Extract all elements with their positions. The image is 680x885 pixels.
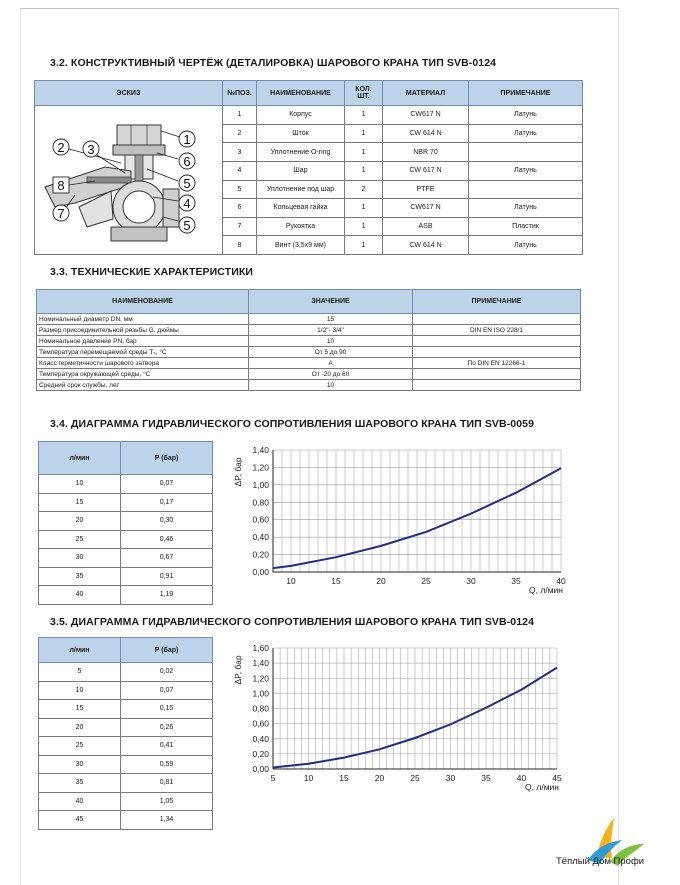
- flow1-row-2-p: 0,17: [121, 493, 213, 512]
- flow1-row-4-p: 0,46: [121, 530, 213, 549]
- x-tick-label: 20: [376, 576, 386, 586]
- y-tick-label: 0,80: [252, 703, 269, 714]
- callout-3: 3: [87, 142, 95, 157]
- flow2-row-5-q: 25: [39, 737, 121, 756]
- char-row-7-name: Средний срок службы, лет: [37, 380, 249, 391]
- spec-row-7-note: Пластик: [469, 217, 583, 236]
- char-row-3-note: [413, 336, 581, 347]
- x-tick-label: 45: [552, 773, 562, 783]
- flow2-row-1-q: 5: [39, 663, 121, 682]
- flow1-row-7-p: 1,19: [121, 586, 213, 605]
- x-tick-label: 25: [421, 576, 431, 586]
- spec-row-6-pos: 6: [223, 199, 257, 218]
- char-header-note: ПРИМЕЧАНИЕ: [413, 290, 581, 314]
- flow2-row-9-p: 1,34: [121, 811, 213, 830]
- flow2-header-q: л/мин: [39, 638, 121, 663]
- x-tick-label: 30: [466, 576, 476, 586]
- spec-row-2-qty: 1: [345, 124, 383, 143]
- spec-row-6-material: CW617 N: [383, 199, 469, 218]
- char-row-6-note: [413, 369, 581, 380]
- callout-8: 8: [57, 178, 65, 193]
- x-tick-label: 15: [339, 773, 349, 783]
- y-tick-label: 0,40: [252, 733, 269, 744]
- callout-7: 7: [57, 206, 65, 221]
- char-row-7-value: 10: [249, 380, 413, 391]
- char-row-6-value: От -20 до 60: [249, 369, 413, 380]
- section-title-3-2: 3.2. КОНСТРУКТИВНЫЙ ЧЕРТЁЖ (ДЕТАЛИРОВКА) ШАРОВОГО КРАНА ТИП SVB-0124: [50, 57, 497, 69]
- flow-table-svb-0059: [38, 441, 213, 605]
- flow2-row-6-q: 30: [39, 755, 121, 774]
- spec-row-6-name: Кольцевая гайка: [257, 199, 345, 218]
- spec-row-3-material: NBR 70: [383, 143, 469, 162]
- x-tick-label: 10: [303, 773, 314, 783]
- x-tick-label: 40: [556, 576, 566, 586]
- spec-row-2-pos: 2: [223, 124, 257, 143]
- y-tick-label: 0,80: [252, 497, 269, 508]
- y-axis-label: ΔP, бар: [233, 655, 243, 685]
- char-row-2-note: DIN EN ISO 228/1: [413, 325, 581, 336]
- valve-drawing: [35, 107, 221, 253]
- flow1-header-q: л/мин: [39, 442, 121, 475]
- y-tick-label: 1,20: [252, 462, 269, 473]
- spec-row-4-note: Латунь: [469, 161, 583, 180]
- spec-row-1-material: CW617 N: [383, 106, 469, 125]
- company-logo-text: Тёплый Дом Профи: [556, 856, 645, 867]
- spec-row-1-note: Латунь: [469, 106, 583, 125]
- char-row-4-value: От 5 до 90: [249, 347, 413, 358]
- char-row-3-value: 10: [249, 336, 413, 347]
- flow2-row-1-p: 0,02: [121, 663, 213, 682]
- char-header-name: НАИМЕНОВАНИЕ: [37, 290, 249, 314]
- flow2-row-3-p: 0,15: [121, 700, 213, 719]
- spec-row-4-material: CW 617 N: [383, 161, 469, 180]
- header-qty-line2: ШТ.: [357, 93, 370, 100]
- spec-row-4-name: Шар: [257, 161, 345, 180]
- flow1-header-p: Р (бар): [121, 442, 213, 475]
- x-tick-label: 30: [445, 773, 456, 783]
- y-tick-label: 1,20: [252, 673, 269, 684]
- spec-row-5-pos: 5: [223, 180, 257, 199]
- spec-row-2-name: Шток: [257, 124, 345, 143]
- x-tick-label: 35: [481, 773, 491, 783]
- spec-row-4-qty: 1: [345, 161, 383, 180]
- spec-row-8-name: Винт (3,5х9 мм): [257, 236, 345, 255]
- spec-row-8-material: CW 614 N: [383, 236, 469, 255]
- y-tick-label: 1,40: [252, 445, 269, 455]
- x-tick-label: 15: [331, 576, 341, 586]
- flow2-row-2-p: 0,07: [121, 681, 213, 700]
- chart-svb-0124: [230, 638, 580, 798]
- x-tick-label: 35: [511, 576, 521, 586]
- flow1-row-5-p: 0,67: [121, 549, 213, 568]
- char-row-5-note: По DIN EN 12266-1: [413, 358, 581, 369]
- spec-row-1-pos: 1: [223, 106, 257, 125]
- spec-row-8-pos: 8: [223, 236, 257, 255]
- x-axis-label: Q, л/мин: [529, 585, 563, 595]
- x-axis-label: Q, л/мин: [525, 782, 559, 792]
- callout-1: 1: [183, 132, 191, 147]
- flow2-row-7-q: 35: [39, 774, 121, 793]
- spec-row-7-name: Рукоятка: [257, 217, 345, 236]
- char-header-value: ЗНАЧЕНИЕ: [249, 290, 413, 314]
- char-row-5-name: Класс герметичности шарового затвора: [37, 358, 249, 369]
- char-row-3-name: Номинальное давление PN, бар: [37, 336, 249, 347]
- spec-row-3-name: Уплотнение O-ring: [257, 143, 345, 162]
- spec-row-4-pos: 4: [223, 161, 257, 180]
- flow-table-svb-0124: [38, 637, 213, 830]
- flow2-row-3-q: 15: [39, 700, 121, 719]
- y-tick-label: 0,40: [252, 532, 269, 543]
- y-tick-label: 0,60: [252, 514, 269, 525]
- char-row-1-note: [413, 314, 581, 325]
- flow1-row-7-q: 40: [39, 586, 121, 605]
- spec-row-3-qty: 1: [345, 143, 383, 162]
- spec-table: [34, 80, 583, 255]
- characteristics-table: [36, 289, 581, 391]
- y-tick-label: 1,00: [252, 479, 269, 490]
- y-tick-label: 0,20: [252, 748, 269, 759]
- flow1-row-1-p: 0,07: [121, 475, 213, 494]
- header-sketch: ЭСКИЗ: [35, 81, 223, 106]
- spec-row-1-qty: 1: [345, 106, 383, 125]
- flow2-row-7-p: 0,81: [121, 774, 213, 793]
- char-row-2-name: Размер присоединительной резьбы G, дюймы: [37, 325, 249, 336]
- spec-row-2-note: Латунь: [469, 124, 583, 143]
- header-name: НАИМЕНОВАНИЕ: [257, 81, 345, 106]
- header-pos: №ПОЗ.: [223, 81, 257, 106]
- spec-row-8-note: Латунь: [469, 236, 583, 255]
- y-axis-label: ΔP, бар: [233, 457, 243, 487]
- char-row-2-value: 1/2"- 3/4": [249, 325, 413, 336]
- callout-6: 6: [183, 154, 191, 169]
- flow2-row-5-p: 0,41: [121, 737, 213, 756]
- flow2-row-4-q: 20: [39, 718, 121, 737]
- spec-row-1-name: Корпус: [257, 106, 345, 125]
- char-row-5-value: A: [249, 358, 413, 369]
- char-row-1-name: Номинальный диаметр DN, мм: [37, 314, 249, 325]
- x-tick-label: 20: [374, 773, 385, 783]
- char-row-4-note: [413, 347, 581, 358]
- x-tick-label: 25: [410, 773, 420, 783]
- flow1-row-6-p: 0,91: [121, 567, 213, 586]
- flow1-row-4-q: 25: [39, 530, 121, 549]
- chart-svb-0059: [230, 440, 580, 598]
- x-tick-label: 5: [270, 773, 276, 783]
- section-title-3-3: 3.3. ТЕХНИЧЕСКИЕ ХАРАКТЕРИСТИКИ: [50, 266, 254, 278]
- flow1-row-6-q: 35: [39, 567, 121, 586]
- header-material: МАТЕРИАЛ: [383, 81, 469, 106]
- flow2-row-2-q: 10: [39, 681, 121, 700]
- flow2-row-4-p: 0,26: [121, 718, 213, 737]
- section-title-3-4: 3.4. ДИАГРАММА ГИДРАВЛИЧЕСКОГО СОПРОТИВЛЕНИЯ ШАРОВОГО КРАНА ТИП SVB-0059: [50, 418, 535, 430]
- spec-row-5-note: [469, 180, 583, 199]
- flow2-row-9-q: 45: [39, 811, 121, 830]
- callout-5b: 5: [183, 218, 191, 233]
- spec-row-3-pos: 3: [223, 143, 257, 162]
- flow2-row-8-p: 1,05: [121, 792, 213, 811]
- flow2-header-p: Р (бар): [121, 638, 213, 663]
- char-row-6-name: Температура окружающей среды, °С: [37, 369, 249, 380]
- flow1-row-3-q: 20: [39, 512, 121, 531]
- spec-row-7-material: ASB: [383, 217, 469, 236]
- spec-row-5-qty: 2: [345, 180, 383, 199]
- char-row-4-name: Температура перемещаемой среды Tₛ, °С: [37, 347, 249, 358]
- char-row-7-note: [413, 380, 581, 391]
- callout-5a: 5: [183, 176, 191, 191]
- y-tick-label: 0,00: [252, 567, 269, 577]
- y-tick-label: 0,20: [252, 549, 269, 560]
- spec-row-7-pos: 7: [223, 217, 257, 236]
- spec-row-5-name: Уплотнение под шар: [257, 180, 345, 199]
- flow1-row-2-q: 15: [39, 493, 121, 512]
- y-tick-label: 1,00: [252, 688, 269, 699]
- spec-row-5-material: PTFE: [383, 180, 469, 199]
- y-tick-label: 0,60: [252, 718, 269, 729]
- char-row-1-value: 15: [249, 314, 413, 325]
- spec-row-2-material: CW 614 N: [383, 124, 469, 143]
- flow2-row-8-q: 40: [39, 792, 121, 811]
- y-tick-label: 1,40: [252, 658, 269, 669]
- header-note: ПРИМЕЧАНИЕ: [469, 81, 583, 106]
- flow1-row-1-q: 10: [39, 475, 121, 494]
- header-qty-line1: КОЛ.: [355, 86, 372, 93]
- spec-row-7-qty: 1: [345, 217, 383, 236]
- sketch-cell: [35, 106, 223, 255]
- x-tick-label: 40: [516, 773, 527, 783]
- flow1-row-3-p: 0,30: [121, 512, 213, 531]
- y-tick-label: 0,00: [252, 764, 269, 774]
- header-qty: [345, 81, 383, 106]
- spec-row-6-note: Латунь: [469, 199, 583, 218]
- x-tick-label: 10: [286, 576, 296, 586]
- spec-row-3-note: [469, 143, 583, 162]
- callout-4: 4: [183, 196, 191, 211]
- section-title-3-5: 3.5. ДИАГРАММА ГИДРАВЛИЧЕСКОГО СОПРОТИВЛЕНИЯ ШАРОВОГО КРАНА ТИП SVB-0124: [50, 616, 535, 628]
- spec-row-8-qty: 1: [345, 236, 383, 255]
- flow2-row-6-p: 0,59: [121, 755, 213, 774]
- spec-row-6-qty: 1: [345, 199, 383, 218]
- y-tick-label: 1,60: [252, 643, 269, 653]
- callout-2: 2: [57, 140, 65, 155]
- flow1-row-5-q: 30: [39, 549, 121, 568]
